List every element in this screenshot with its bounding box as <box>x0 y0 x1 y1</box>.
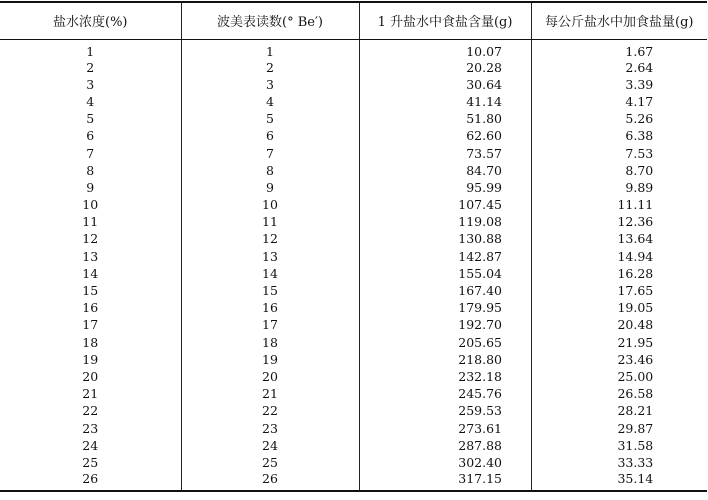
cell-value: 232.18 <box>458 368 502 384</box>
table-row <box>0 402 707 419</box>
cell-salt-added-per-kg <box>531 59 707 76</box>
cell-salt-per-liter <box>359 213 531 230</box>
cell-value: 62.60 <box>466 128 502 144</box>
cell-baume-reading <box>181 39 359 59</box>
cell-brine-concentration <box>0 334 181 351</box>
cell-salt-per-liter <box>359 127 531 144</box>
cell-baume-reading <box>181 179 359 196</box>
cell-brine-concentration <box>0 248 181 265</box>
cell-value: 11.11 <box>617 197 654 213</box>
cell-baume-reading <box>181 265 359 282</box>
table-row <box>0 334 707 351</box>
table-row <box>0 299 707 316</box>
cell-brine-concentration <box>0 368 181 385</box>
cell-brine-concentration <box>0 402 181 419</box>
cell-brine-concentration <box>0 282 181 299</box>
cell-salt-added-per-kg <box>531 39 707 59</box>
cell-baume-reading <box>181 299 359 316</box>
cell-value: 8 <box>86 162 95 178</box>
table-row <box>0 59 707 76</box>
cell-value: 20.48 <box>617 317 654 333</box>
cell-salt-added-per-kg <box>531 265 707 282</box>
cell-brine-concentration <box>0 127 181 144</box>
cell-baume-reading <box>181 334 359 351</box>
cell-value: 41.14 <box>466 93 502 109</box>
cell-value: 30.64 <box>466 76 502 92</box>
cell-brine-concentration <box>0 471 181 491</box>
cell-salt-added-per-kg <box>531 437 707 454</box>
cell-salt-per-liter <box>359 196 531 213</box>
cell-value: 13 <box>82 248 99 264</box>
cell-value: 1.67 <box>625 43 654 59</box>
cell-salt-per-liter <box>359 402 531 419</box>
cell-salt-added-per-kg <box>531 471 707 491</box>
cell-value: 12 <box>262 231 278 247</box>
cell-salt-added-per-kg <box>531 282 707 299</box>
cell-baume-reading <box>181 471 359 491</box>
cell-value: 179.95 <box>458 300 502 316</box>
cell-value: 2.64 <box>625 59 654 75</box>
cell-salt-per-liter <box>359 471 531 491</box>
cell-baume-reading <box>181 110 359 127</box>
cell-value: 18 <box>82 334 99 350</box>
cell-value: 6.38 <box>625 128 654 144</box>
cell-salt-added-per-kg <box>531 144 707 161</box>
cell-salt-per-liter <box>359 316 531 333</box>
cell-baume-reading <box>181 316 359 333</box>
cell-baume-reading <box>181 127 359 144</box>
cell-salt-per-liter <box>359 368 531 385</box>
cell-brine-concentration <box>0 230 181 247</box>
table-row <box>0 282 707 299</box>
header-brine-concentration: 盐水浓度(%) <box>0 2 181 39</box>
cell-brine-concentration <box>0 385 181 402</box>
cell-salt-added-per-kg <box>531 76 707 93</box>
cell-salt-added-per-kg <box>531 230 707 247</box>
cell-value: 19 <box>262 351 278 367</box>
cell-salt-per-liter <box>359 282 531 299</box>
cell-salt-added-per-kg <box>531 351 707 368</box>
cell-brine-concentration <box>0 59 181 76</box>
cell-value: 8.70 <box>625 162 654 178</box>
cell-value: 31.58 <box>617 437 654 453</box>
cell-salt-per-liter <box>359 144 531 161</box>
header-row <box>0 2 707 39</box>
cell-value: 28.21 <box>617 403 654 419</box>
cell-salt-added-per-kg <box>531 93 707 110</box>
table-row <box>0 454 707 471</box>
cell-salt-added-per-kg <box>531 196 707 213</box>
table-row <box>0 265 707 282</box>
table-row <box>0 368 707 385</box>
cell-salt-per-liter <box>359 419 531 436</box>
cell-baume-reading <box>181 351 359 368</box>
table-row <box>0 39 707 59</box>
cell-value: 35.14 <box>617 471 654 486</box>
cell-value: 2 <box>266 59 274 75</box>
cell-value: 10 <box>82 197 99 213</box>
cell-baume-reading <box>181 419 359 436</box>
cell-salt-added-per-kg <box>531 454 707 471</box>
cell-value: 5.26 <box>625 111 654 127</box>
cell-salt-added-per-kg <box>531 385 707 402</box>
cell-value: 21 <box>262 386 278 402</box>
cell-salt-added-per-kg <box>531 162 707 179</box>
cell-value: 26.58 <box>617 386 654 402</box>
cell-value: 302.40 <box>458 454 502 470</box>
cell-salt-per-liter <box>359 179 531 196</box>
cell-value: 317.15 <box>458 471 502 486</box>
table-row <box>0 144 707 161</box>
cell-value: 7 <box>266 145 274 161</box>
cell-value: 9 <box>266 179 274 195</box>
cell-value: 287.88 <box>458 437 502 453</box>
cell-salt-added-per-kg <box>531 316 707 333</box>
table-row <box>0 213 707 230</box>
cell-salt-per-liter <box>359 110 531 127</box>
cell-value: 130.88 <box>458 231 502 247</box>
cell-value: 25.00 <box>617 368 654 384</box>
cell-value: 11 <box>262 214 278 230</box>
cell-value: 4 <box>266 93 274 109</box>
cell-brine-concentration <box>0 316 181 333</box>
cell-value: 19 <box>82 351 99 367</box>
cell-value: 7.53 <box>625 145 654 161</box>
cell-baume-reading <box>181 93 359 110</box>
cell-salt-per-liter <box>359 334 531 351</box>
cell-value: 20 <box>82 368 99 384</box>
table-row <box>0 385 707 402</box>
table-row <box>0 351 707 368</box>
cell-value: 16.28 <box>617 265 654 281</box>
cell-value: 23 <box>262 420 278 436</box>
cell-baume-reading <box>181 76 359 93</box>
cell-value: 24 <box>82 437 99 453</box>
cell-salt-per-liter <box>359 265 531 282</box>
table-row <box>0 248 707 265</box>
table-row <box>0 419 707 436</box>
cell-value: 17 <box>262 317 278 333</box>
cell-value: 84.70 <box>466 162 502 178</box>
table-row <box>0 179 707 196</box>
cell-value: 22 <box>262 403 278 419</box>
table-row <box>0 110 707 127</box>
cell-value: 1 <box>86 43 95 59</box>
cell-salt-per-liter <box>359 93 531 110</box>
cell-value: 167.40 <box>458 283 502 299</box>
cell-value: 14 <box>82 265 99 281</box>
cell-value: 24 <box>262 437 278 453</box>
cell-baume-reading <box>181 248 359 265</box>
cell-brine-concentration <box>0 179 181 196</box>
cell-salt-per-liter <box>359 351 531 368</box>
cell-value: 21 <box>82 386 99 402</box>
cell-value: 6 <box>266 128 274 144</box>
cell-baume-reading <box>181 454 359 471</box>
cell-value: 12 <box>82 231 99 247</box>
cell-brine-concentration <box>0 76 181 93</box>
cell-value: 17 <box>82 317 99 333</box>
table-row <box>0 316 707 333</box>
cell-salt-added-per-kg <box>531 368 707 385</box>
cell-value: 205.65 <box>458 334 502 350</box>
header-baume-reading: 波美表读数(° Be′) <box>181 2 359 39</box>
cell-brine-concentration <box>0 419 181 436</box>
cell-baume-reading <box>181 437 359 454</box>
table-row <box>0 76 707 93</box>
cell-value: 3.39 <box>625 76 654 92</box>
header-salt-per-liter: 1 升盐水中食盐含量(g) <box>359 2 531 39</box>
cell-value: 2 <box>86 59 95 75</box>
table-body <box>0 39 707 491</box>
cell-baume-reading <box>181 230 359 247</box>
cell-baume-reading <box>181 196 359 213</box>
cell-brine-concentration <box>0 351 181 368</box>
cell-value: 21.95 <box>617 334 654 350</box>
brine-concentration-table <box>0 1 707 492</box>
cell-value: 192.70 <box>458 317 502 333</box>
cell-value: 26 <box>82 471 99 486</box>
cell-brine-concentration <box>0 93 181 110</box>
cell-value: 16 <box>82 300 99 316</box>
cell-brine-concentration <box>0 110 181 127</box>
cell-value: 14 <box>262 265 278 281</box>
cell-value: 7 <box>86 145 95 161</box>
table-row <box>0 230 707 247</box>
table-header <box>0 2 707 39</box>
cell-value: 8 <box>266 162 274 178</box>
cell-value: 273.61 <box>458 420 502 436</box>
cell-salt-added-per-kg <box>531 299 707 316</box>
cell-salt-per-liter <box>359 385 531 402</box>
cell-salt-per-liter <box>359 39 531 59</box>
cell-salt-added-per-kg <box>531 127 707 144</box>
cell-value: 15 <box>82 283 99 299</box>
cell-value: 3 <box>86 76 95 92</box>
cell-value: 25 <box>82 454 99 470</box>
cell-value: 10 <box>262 197 278 213</box>
cell-baume-reading <box>181 213 359 230</box>
cell-value: 218.80 <box>458 351 502 367</box>
cell-value: 19.05 <box>617 300 654 316</box>
cell-brine-concentration <box>0 454 181 471</box>
cell-salt-per-liter <box>359 454 531 471</box>
cell-value: 15 <box>262 283 278 299</box>
cell-salt-per-liter <box>359 59 531 76</box>
cell-value: 25 <box>262 454 278 470</box>
cell-salt-added-per-kg <box>531 110 707 127</box>
cell-salt-per-liter <box>359 299 531 316</box>
cell-value: 13.64 <box>617 231 654 247</box>
cell-value: 12.36 <box>617 214 654 230</box>
cell-baume-reading <box>181 385 359 402</box>
table-row <box>0 162 707 179</box>
cell-value: 107.45 <box>458 197 502 213</box>
cell-value: 95.99 <box>466 179 502 195</box>
cell-brine-concentration <box>0 39 181 59</box>
cell-value: 259.53 <box>458 403 502 419</box>
cell-baume-reading <box>181 162 359 179</box>
cell-value: 29.87 <box>617 420 654 436</box>
cell-salt-per-liter <box>359 437 531 454</box>
cell-value: 22 <box>82 403 99 419</box>
cell-value: 245.76 <box>458 386 502 402</box>
cell-value: 51.80 <box>466 111 502 127</box>
cell-value: 4.17 <box>625 93 654 109</box>
cell-value: 10.07 <box>466 43 502 59</box>
table-row <box>0 196 707 213</box>
cell-salt-per-liter <box>359 248 531 265</box>
cell-value: 155.04 <box>458 265 502 281</box>
cell-value: 18 <box>262 334 278 350</box>
cell-salt-per-liter <box>359 162 531 179</box>
table-row <box>0 127 707 144</box>
cell-value: 14.94 <box>617 248 654 264</box>
cell-baume-reading <box>181 368 359 385</box>
cell-value: 13 <box>262 248 278 264</box>
cell-value: 23 <box>82 420 99 436</box>
cell-value: 20 <box>262 368 278 384</box>
cell-salt-added-per-kg <box>531 179 707 196</box>
cell-salt-per-liter <box>359 76 531 93</box>
cell-value: 5 <box>266 111 274 127</box>
cell-baume-reading <box>181 59 359 76</box>
cell-baume-reading <box>181 402 359 419</box>
cell-value: 33.33 <box>617 454 654 470</box>
cell-value: 1 <box>266 43 274 59</box>
cell-salt-added-per-kg <box>531 402 707 419</box>
cell-value: 4 <box>86 93 95 109</box>
table-row <box>0 93 707 110</box>
table-row <box>0 471 707 491</box>
cell-salt-added-per-kg <box>531 248 707 265</box>
cell-brine-concentration <box>0 196 181 213</box>
cell-brine-concentration <box>0 299 181 316</box>
cell-value: 20.28 <box>466 59 502 75</box>
header-salt-added-per-kg: 每公斤盐水中加食盐量(g) <box>531 2 707 39</box>
cell-value: 17.65 <box>617 283 654 299</box>
cell-baume-reading <box>181 282 359 299</box>
cell-value: 26 <box>262 471 278 486</box>
cell-brine-concentration <box>0 265 181 282</box>
cell-value: 23.46 <box>617 351 654 367</box>
cell-salt-added-per-kg <box>531 334 707 351</box>
cell-baume-reading <box>181 144 359 161</box>
cell-brine-concentration <box>0 437 181 454</box>
cell-value: 142.87 <box>458 248 502 264</box>
cell-value: 9.89 <box>625 179 654 195</box>
cell-brine-concentration <box>0 162 181 179</box>
cell-value: 11 <box>82 214 99 230</box>
cell-value: 16 <box>262 300 278 316</box>
cell-value: 5 <box>86 111 95 127</box>
cell-brine-concentration <box>0 213 181 230</box>
cell-salt-per-liter <box>359 230 531 247</box>
cell-value: 119.08 <box>458 214 502 230</box>
table-row <box>0 437 707 454</box>
cell-value: 9 <box>86 179 95 195</box>
cell-salt-added-per-kg <box>531 419 707 436</box>
cell-value: 73.57 <box>466 145 502 161</box>
cell-value: 3 <box>266 76 274 92</box>
cell-salt-added-per-kg <box>531 213 707 230</box>
cell-value: 6 <box>86 128 95 144</box>
cell-brine-concentration <box>0 144 181 161</box>
